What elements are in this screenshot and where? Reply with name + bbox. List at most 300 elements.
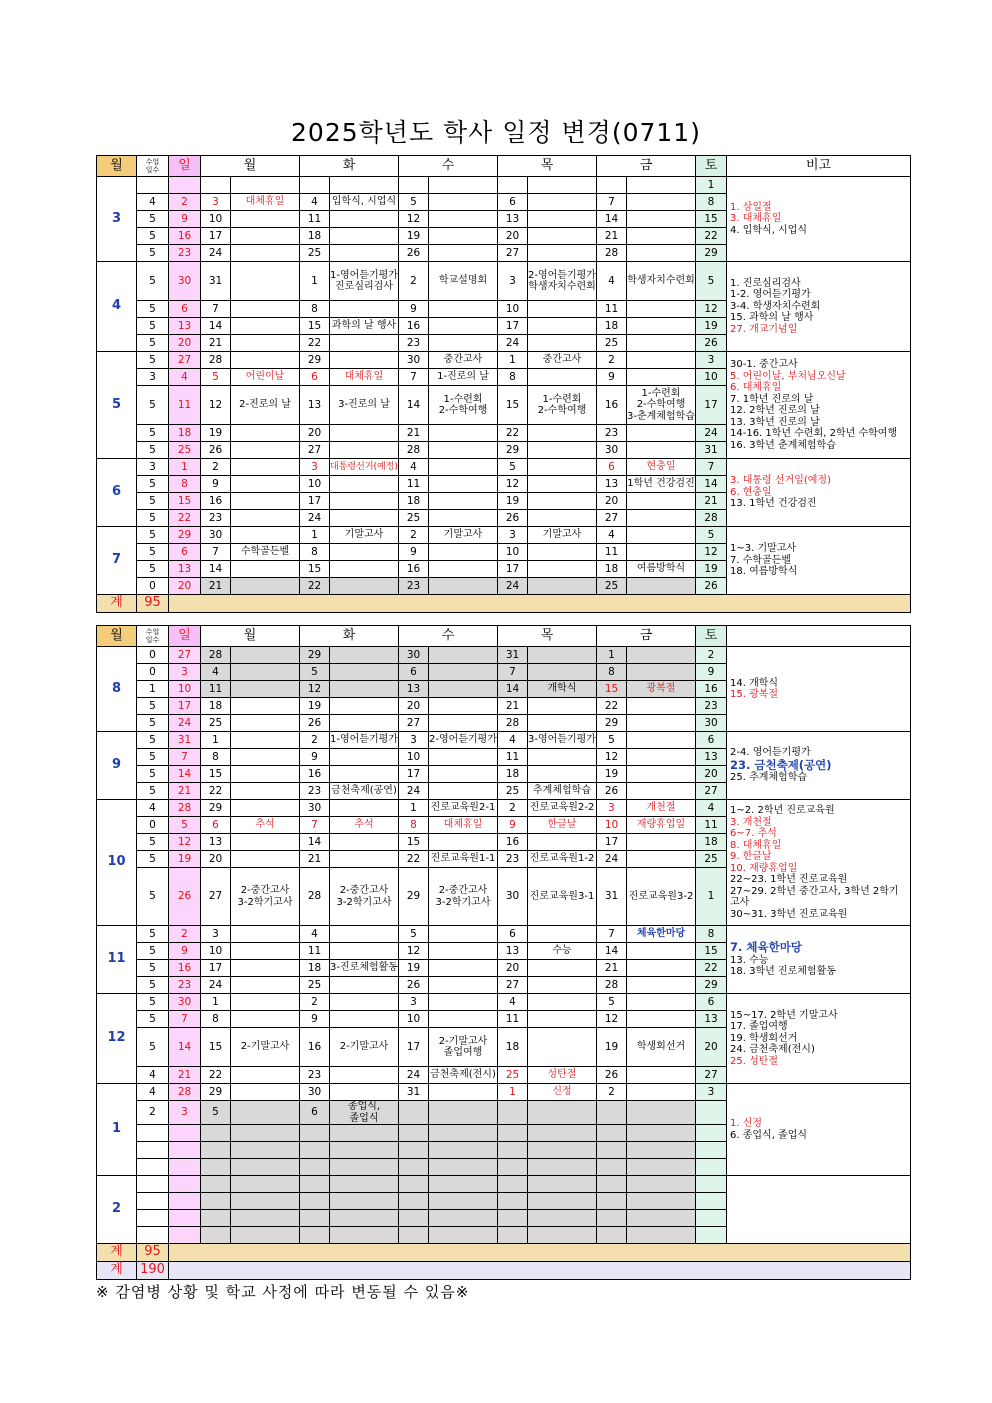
note-line: 15~17. 2학년 기말고사 (730, 1009, 838, 1021)
day-event (231, 977, 300, 994)
day-number: 19 (597, 1028, 627, 1067)
day-saturday (696, 1210, 727, 1227)
day-saturday: 28 (696, 510, 727, 527)
day-event (231, 442, 300, 459)
note-line: 6~7. 추석 (730, 828, 777, 839)
note-line: 18. 여름방학식 (730, 566, 798, 578)
class-days: 5 (137, 868, 169, 926)
day-event: 진로교육원2-1 (429, 800, 498, 817)
day-number: 23 (597, 425, 627, 442)
day-number: 22 (498, 425, 528, 442)
day-number (300, 1210, 330, 1227)
class-days: 5 (137, 561, 169, 578)
day-event (330, 177, 399, 194)
day-event (231, 1125, 300, 1142)
class-days: 4 (137, 1067, 169, 1084)
day-number: 22 (201, 783, 231, 800)
week-row (97, 527, 911, 544)
day-number: 30 (597, 442, 627, 459)
day-number: 5 (201, 369, 231, 386)
day-sunday (169, 1176, 201, 1193)
day-event: 한글날 (528, 817, 597, 834)
day-event (429, 561, 498, 578)
day-number (597, 1227, 627, 1244)
day-event (627, 977, 696, 994)
day-number: 12 (399, 211, 429, 228)
day-event (627, 1101, 696, 1125)
day-event (528, 386, 597, 425)
day-event (330, 800, 399, 817)
day-sunday: 27 (169, 352, 201, 369)
day-number: 24 (201, 245, 231, 262)
day-number: 14 (498, 681, 528, 698)
day-event (429, 1142, 498, 1159)
day-event: 추계체험학습 (528, 783, 597, 800)
day-number: 1 (201, 732, 231, 749)
day-saturday: 27 (696, 783, 727, 800)
day-event (627, 732, 696, 749)
day-number: 16 (201, 493, 231, 510)
day-number (498, 1193, 528, 1210)
day-saturday: 19 (696, 561, 727, 578)
page-title: 2025학년도 학사 일정 변경(0711) (291, 118, 701, 147)
class-days: 5 (137, 994, 169, 1011)
day-number: 23 (498, 851, 528, 868)
day-number (300, 1159, 330, 1176)
note-line: 13. 1학년 건강검진 (730, 498, 817, 510)
header-days-bottom: 일수 (145, 166, 160, 174)
day-event (330, 1227, 399, 1244)
day-event: 2-기말고사 (330, 1028, 399, 1067)
day-event (627, 352, 696, 369)
week-row (97, 352, 911, 369)
day-number: 27 (498, 245, 528, 262)
day-number: 6 (201, 817, 231, 834)
day-sunday: 14 (169, 766, 201, 783)
day-event (231, 493, 300, 510)
class-days: 5 (137, 493, 169, 510)
day-number: 2 (597, 1084, 627, 1101)
day-number: 28 (201, 647, 231, 664)
day-number: 25 (201, 715, 231, 732)
day-saturday: 26 (696, 335, 727, 352)
day-event (627, 386, 696, 425)
header-sunday: 일 (169, 626, 201, 647)
day-number: 28 (300, 868, 330, 926)
day-number: 9 (498, 817, 528, 834)
day-number (597, 1142, 627, 1159)
day-event (330, 698, 399, 715)
day-event (627, 994, 696, 1011)
day-event (528, 698, 597, 715)
note-cell (727, 352, 911, 459)
day-number: 16 (498, 834, 528, 851)
event-text-line: 3-2학기고사 (237, 896, 293, 908)
day-number: 18 (498, 766, 528, 783)
day-number: 20 (498, 228, 528, 245)
day-sunday: 9 (169, 943, 201, 960)
day-event: 1-영어듣기평가 (330, 732, 399, 749)
day-event (627, 1227, 696, 1244)
day-event (429, 1011, 498, 1028)
day-number: 23 (300, 1067, 330, 1084)
day-number: 12 (399, 943, 429, 960)
day-number: 24 (597, 851, 627, 868)
day-saturday (696, 1159, 727, 1176)
day-event (627, 245, 696, 262)
day-event (528, 510, 597, 527)
day-number: 9 (399, 301, 429, 318)
day-event: 학교설명회 (429, 262, 498, 301)
day-event (231, 834, 300, 851)
event-text-line: 2-중간고사 (339, 885, 389, 896)
day-event (231, 851, 300, 868)
day-sunday: 15 (169, 493, 201, 510)
day-sunday: 4 (169, 369, 201, 386)
day-event (330, 1193, 399, 1210)
day-number: 28 (201, 352, 231, 369)
day-saturday (696, 1176, 727, 1193)
day-saturday: 29 (696, 245, 727, 262)
class-days: 3 (137, 459, 169, 476)
day-event (528, 301, 597, 318)
month-label: 4 (97, 262, 137, 352)
class-days: 5 (137, 1028, 169, 1067)
note-line: 6. 종업식, 졸업식 (730, 1129, 808, 1141)
day-event (330, 868, 399, 926)
note-line: 1-2. 영어듣기평가 (730, 289, 811, 301)
day-number (597, 1176, 627, 1193)
day-event: 진로교육원2-2 (528, 800, 597, 817)
day-event (231, 732, 300, 749)
day-number: 26 (597, 1067, 627, 1084)
day-event: 여름방학식 (627, 561, 696, 578)
header-note: 비고 (727, 156, 911, 177)
day-event (429, 335, 498, 352)
note-cell (727, 262, 911, 352)
day-event (429, 459, 498, 476)
day-number: 25 (597, 578, 627, 595)
day-event (330, 544, 399, 561)
event-text-line: 1-수련회 (641, 387, 681, 399)
day-number: 16 (399, 561, 429, 578)
day-number (300, 1125, 330, 1142)
day-number: 21 (201, 578, 231, 595)
day-number (597, 1193, 627, 1210)
day-saturday: 12 (696, 544, 727, 561)
day-number: 27 (300, 442, 330, 459)
class-days: 5 (137, 732, 169, 749)
day-event: 3-진로의 날 (330, 386, 399, 425)
day-number: 7 (498, 664, 528, 681)
day-number: 23 (399, 335, 429, 352)
day-event (528, 578, 597, 595)
day-saturday: 26 (696, 578, 727, 595)
day-event (627, 851, 696, 868)
day-event (231, 943, 300, 960)
day-number: 30 (399, 647, 429, 664)
day-number: 27 (201, 868, 231, 926)
event-text-line: 학생자치수련회 (528, 281, 596, 292)
day-event (231, 1084, 300, 1101)
note-line: 5. 어린이날, 부처님오신날 (730, 370, 846, 382)
day-event (528, 493, 597, 510)
day-number (597, 1210, 627, 1227)
note-line: 3. 개천절 (730, 816, 772, 828)
header-note (727, 626, 911, 647)
day-number: 25 (498, 1067, 528, 1084)
day-number: 3 (597, 800, 627, 817)
day-event (528, 262, 597, 301)
day-sunday: 13 (169, 318, 201, 335)
day-number: 29 (597, 715, 627, 732)
day-number: 2 (201, 459, 231, 476)
day-event (429, 749, 498, 766)
day-number (498, 1101, 528, 1125)
day-number (498, 1125, 528, 1142)
class-days: 5 (137, 352, 169, 369)
class-days: 5 (137, 783, 169, 800)
day-sunday: 25 (169, 442, 201, 459)
day-number: 16 (597, 386, 627, 425)
note-cell (727, 994, 911, 1084)
day-event: 기말고사 (429, 527, 498, 544)
day-number: 14 (300, 834, 330, 851)
day-number: 29 (300, 352, 330, 369)
day-saturday: 3 (696, 1084, 727, 1101)
day-sunday: 17 (169, 698, 201, 715)
day-number: 20 (201, 851, 231, 868)
day-number (498, 1176, 528, 1193)
note-cell (727, 647, 911, 732)
day-saturday: 2 (696, 647, 727, 664)
note-cell (727, 800, 911, 926)
day-number: 24 (498, 578, 528, 595)
class-days: 5 (137, 228, 169, 245)
month-label: 11 (97, 926, 137, 994)
day-number (498, 177, 528, 194)
day-event (627, 544, 696, 561)
day-number: 11 (300, 211, 330, 228)
day-event (528, 1176, 597, 1193)
day-sunday: 22 (169, 510, 201, 527)
day-number: 22 (300, 578, 330, 595)
total-second-fill (169, 1244, 911, 1262)
day-number: 12 (597, 749, 627, 766)
day-event (330, 510, 399, 527)
day-event (429, 228, 498, 245)
day-event: 2-진로의 날 (231, 386, 300, 425)
class-days: 5 (137, 749, 169, 766)
schedule-table-first-semester (96, 155, 911, 613)
day-sunday: 18 (169, 425, 201, 442)
day-number: 28 (597, 977, 627, 994)
day-event (330, 1101, 399, 1125)
day-sunday: 30 (169, 262, 201, 301)
day-number: 8 (300, 301, 330, 318)
class-days: 5 (137, 851, 169, 868)
day-number: 12 (300, 681, 330, 698)
note-line: 27~29. 2학년 중간고사, 3학년 2학기고사 (730, 885, 899, 908)
day-number: 31 (399, 1084, 429, 1101)
day-event (231, 715, 300, 732)
day-number: 4 (300, 926, 330, 943)
day-event (330, 578, 399, 595)
day-event (429, 1028, 498, 1067)
day-number: 9 (597, 369, 627, 386)
day-sunday: 24 (169, 715, 201, 732)
day-number: 20 (498, 960, 528, 977)
day-event (429, 578, 498, 595)
note-line: 6. 대체휴일 (730, 382, 782, 393)
day-event (627, 194, 696, 211)
day-event (627, 1176, 696, 1193)
day-number: 15 (498, 386, 528, 425)
class-days (137, 1176, 169, 1193)
day-event (429, 544, 498, 561)
day-number (201, 1125, 231, 1142)
day-number: 3 (201, 194, 231, 211)
day-number: 14 (399, 386, 429, 425)
day-number: 2 (399, 262, 429, 301)
day-event: 신정 (528, 1084, 597, 1101)
day-number: 17 (399, 766, 429, 783)
note-line: 13. 수능 (730, 954, 769, 966)
day-number: 15 (597, 681, 627, 698)
note-cell (727, 527, 911, 595)
day-saturday (696, 1227, 727, 1244)
day-saturday: 30 (696, 715, 727, 732)
note-line: 25. 추계체험학습 (730, 772, 808, 784)
day-event (429, 681, 498, 698)
day-event (627, 1142, 696, 1159)
day-event (429, 834, 498, 851)
day-number (399, 1176, 429, 1193)
day-number: 2 (300, 732, 330, 749)
day-saturday: 6 (696, 732, 727, 749)
day-number: 10 (498, 301, 528, 318)
day-saturday: 15 (696, 943, 727, 960)
day-number: 10 (201, 943, 231, 960)
event-text-line: 2-수학여행 (438, 405, 488, 416)
day-number: 3 (498, 527, 528, 544)
note-cell (727, 1176, 911, 1244)
day-number: 31 (597, 868, 627, 926)
day-event (330, 245, 399, 262)
header-thursday: 목 (498, 156, 597, 177)
day-number (399, 1125, 429, 1142)
day-event (429, 211, 498, 228)
day-sunday: 14 (169, 1028, 201, 1067)
day-sunday: 3 (169, 1101, 201, 1125)
header-sunday: 일 (169, 156, 201, 177)
day-event (330, 425, 399, 442)
day-number: 2 (597, 352, 627, 369)
day-number (300, 1176, 330, 1193)
header-month: 월 (97, 156, 137, 177)
day-event (528, 1193, 597, 1210)
note-line: 30~31. 3학년 진로교육원 (730, 908, 848, 920)
event-text-line: 1-수련회 (542, 393, 582, 405)
day-number: 24 (399, 783, 429, 800)
note-line: 12. 2학년 진로의 날 (730, 405, 820, 416)
day-event (330, 664, 399, 681)
day-number: 22 (399, 851, 429, 868)
day-number (300, 1142, 330, 1159)
day-number (399, 1142, 429, 1159)
day-event: 대체휴일 (330, 369, 399, 386)
day-number: 29 (201, 800, 231, 817)
month-label: 2 (97, 1176, 137, 1244)
day-event (528, 335, 597, 352)
event-text-line: 2-수학여행 (636, 399, 686, 411)
day-number: 6 (300, 369, 330, 386)
note-line: 30-1. 중간고사 (730, 359, 798, 370)
day-event: 개학식 (528, 681, 597, 698)
day-number: 8 (498, 369, 528, 386)
day-event (330, 647, 399, 664)
header-wednesday: 수 (399, 156, 498, 177)
day-number (201, 1210, 231, 1227)
note-cell (727, 459, 911, 527)
day-sunday: 19 (169, 851, 201, 868)
day-event (627, 1210, 696, 1227)
day-number: 29 (498, 442, 528, 459)
day-sunday: 26 (169, 868, 201, 926)
month-label: 1 (97, 1084, 137, 1176)
day-number: 11 (201, 681, 231, 698)
day-number: 30 (300, 800, 330, 817)
note-line: 3. 대통령 선거일(예정) (730, 475, 831, 487)
day-sunday: 20 (169, 335, 201, 352)
day-event (231, 1159, 300, 1176)
day-event (231, 783, 300, 800)
day-event (528, 977, 597, 994)
day-sunday: 27 (169, 647, 201, 664)
day-saturday: 13 (696, 1011, 727, 1028)
day-event (627, 664, 696, 681)
day-event (330, 766, 399, 783)
day-event (231, 578, 300, 595)
day-event (429, 1101, 498, 1125)
day-number: 11 (597, 301, 627, 318)
note-cell (727, 177, 911, 262)
day-number (399, 1193, 429, 1210)
day-saturday: 22 (696, 228, 727, 245)
day-event (528, 766, 597, 783)
day-number: 21 (300, 851, 330, 868)
day-number: 21 (399, 425, 429, 442)
day-number (597, 177, 627, 194)
day-event (627, 228, 696, 245)
day-saturday: 8 (696, 926, 727, 943)
day-event (528, 1210, 597, 1227)
header-days-top: 수업 (145, 628, 160, 636)
day-event (627, 1084, 696, 1101)
day-saturday (696, 1125, 727, 1142)
day-event (627, 510, 696, 527)
note-cell (727, 732, 911, 800)
note-line: 24. 금천축제(전시) (730, 1044, 815, 1056)
week-row (97, 732, 911, 749)
day-number: 27 (498, 977, 528, 994)
day-event (627, 177, 696, 194)
day-number: 5 (597, 994, 627, 1011)
day-sunday: 21 (169, 1067, 201, 1084)
month-label: 8 (97, 647, 137, 732)
day-sunday: 28 (169, 1084, 201, 1101)
day-number: 27 (399, 715, 429, 732)
